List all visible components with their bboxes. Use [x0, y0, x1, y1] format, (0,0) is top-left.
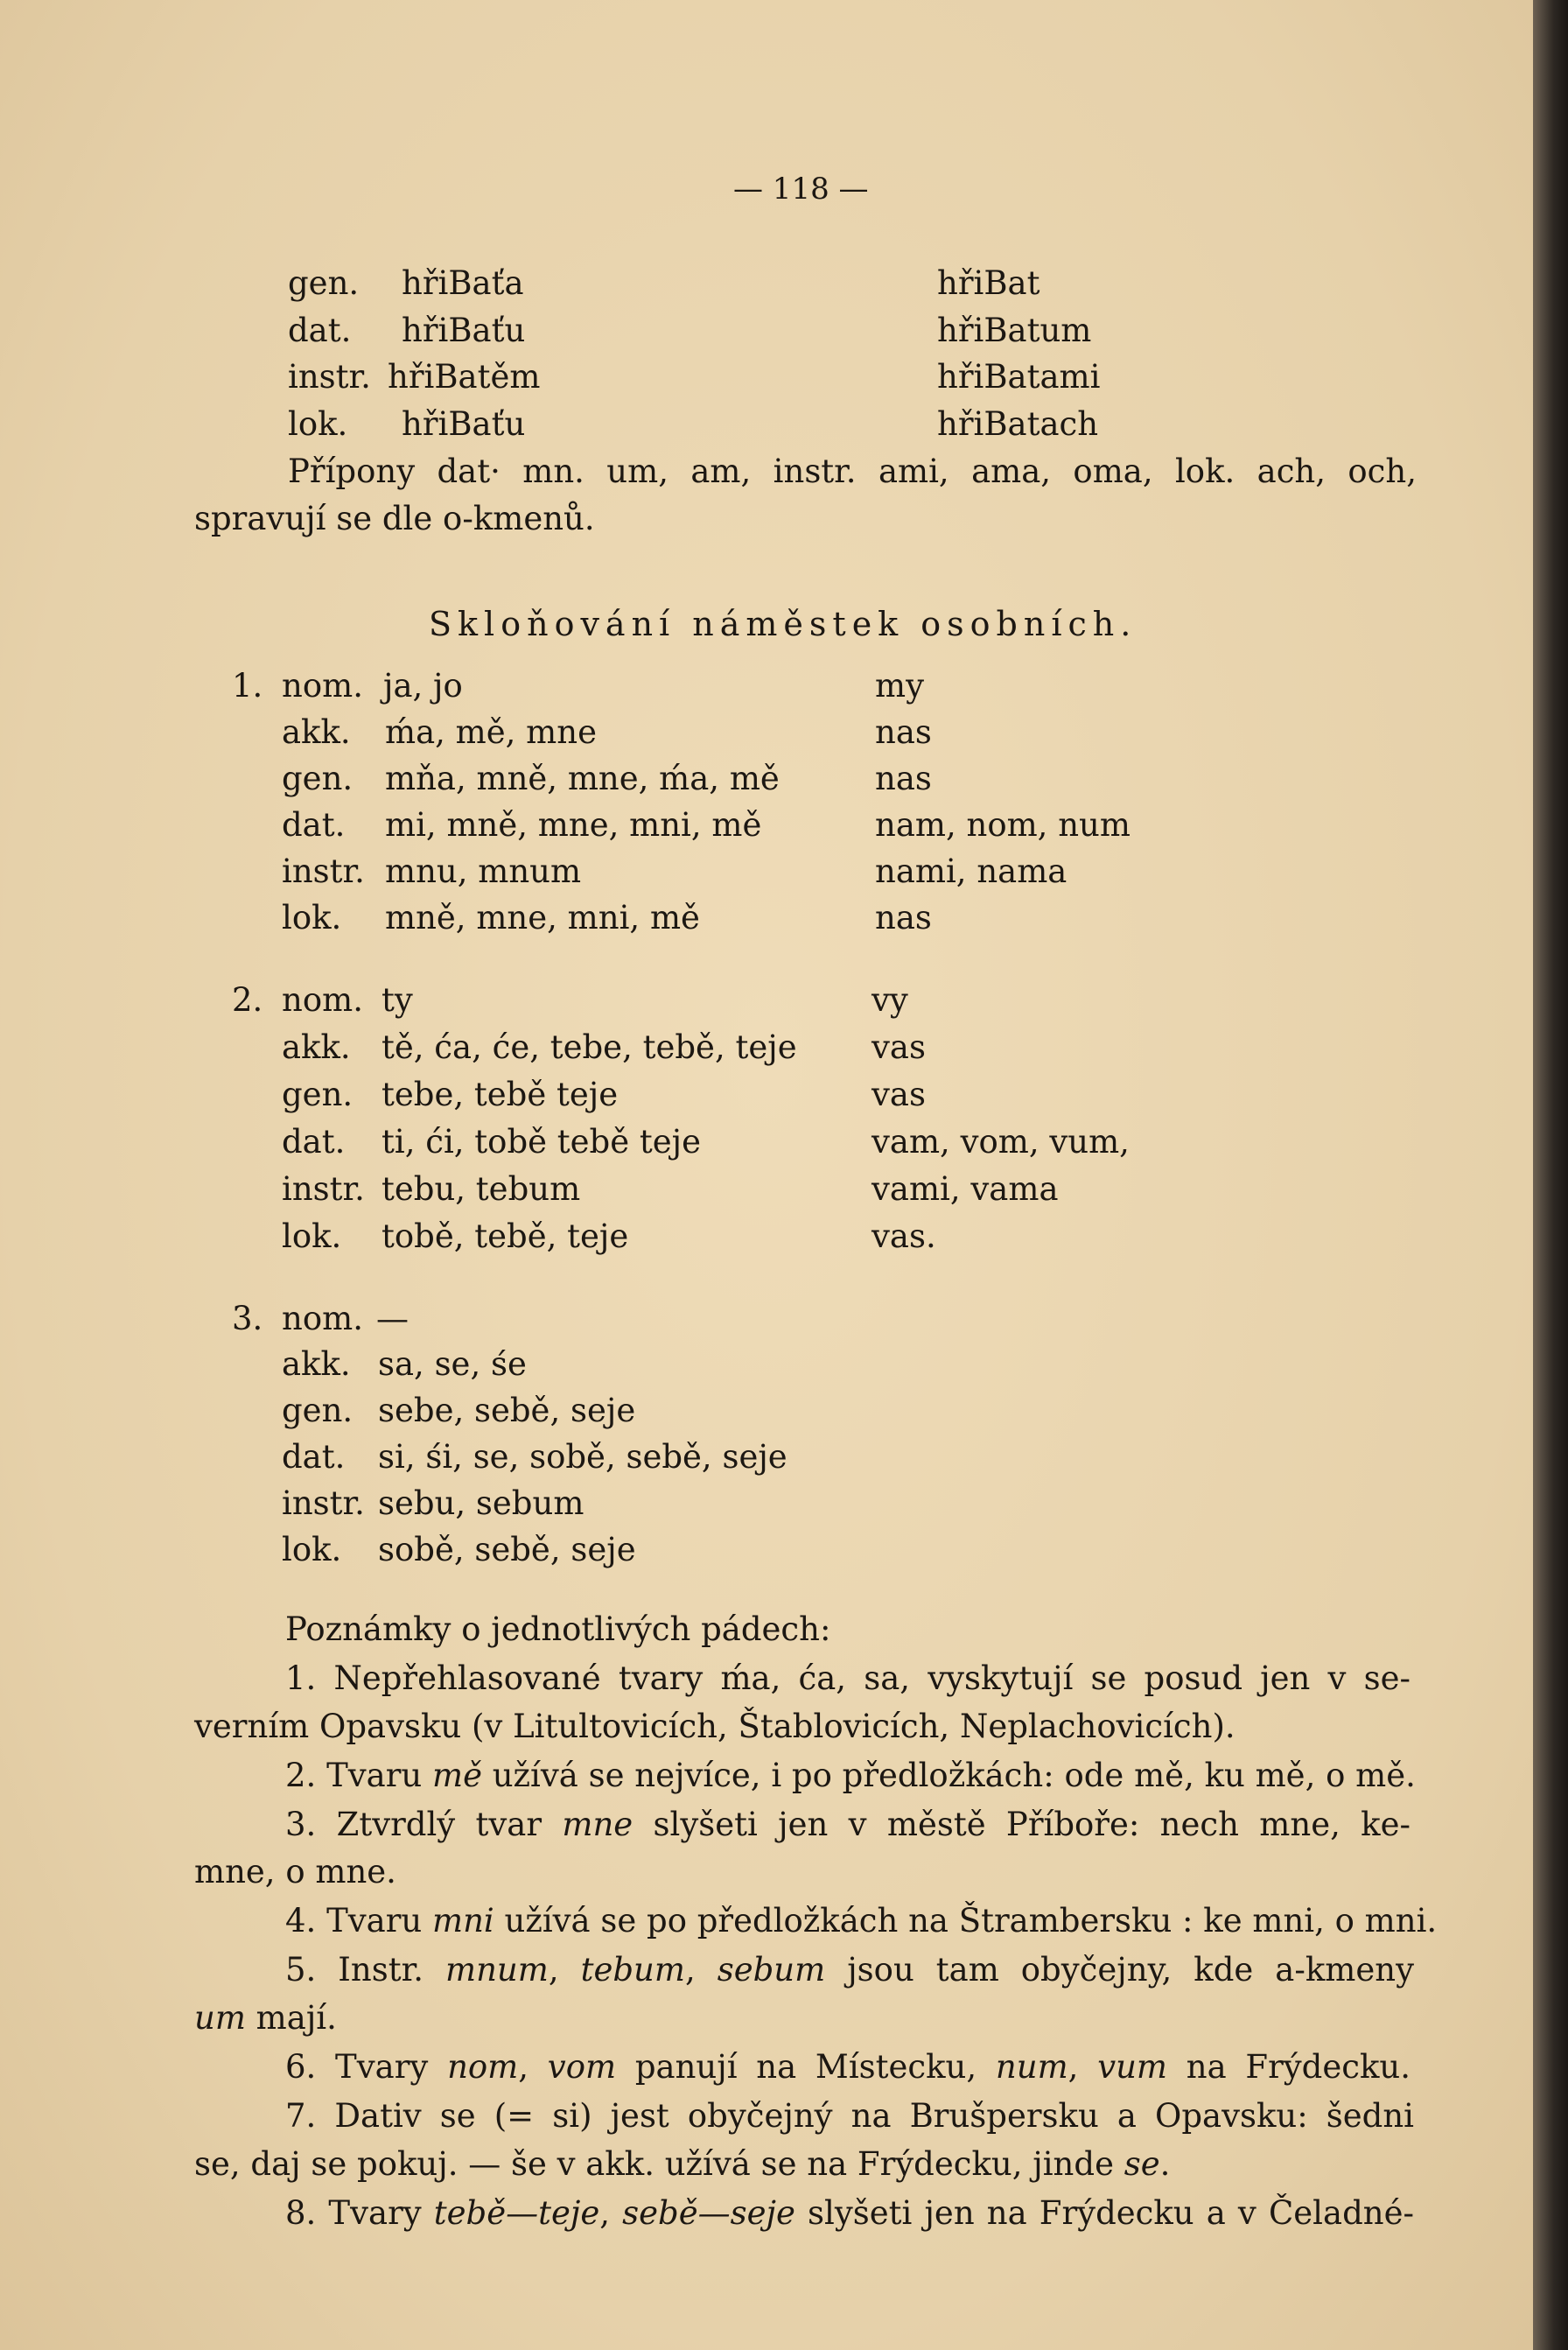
singular-form: mně, mne, mni, mě — [385, 899, 700, 936]
note-5-cont: um mají. — [194, 1999, 337, 2037]
case-label: lok. — [282, 1217, 342, 1255]
singular-form: mňa, mně, mne, ḿa, mě — [385, 760, 780, 797]
case-label: dat. — [288, 312, 352, 349]
note-7-cont: se, daj se pokuj. — še v akk. užívá se na Frýdecku, jinde se. — [194, 2145, 1171, 2183]
case-label: lok. — [282, 1531, 342, 1568]
singular-form: tě, ća, će, tebe, tebě, teje — [382, 1028, 797, 1066]
singular-form: mi, mně, mne, mni, mě — [385, 806, 762, 844]
case-label: akk. — [282, 1028, 351, 1066]
singular-form: sobě, sebě, seje — [378, 1531, 636, 1568]
case-label: dat. — [282, 1438, 346, 1476]
note-3: 3. Ztvrdlý tvar mne slyšeti jen v městě Příboře: nech mne, ke- — [285, 1806, 1410, 1843]
case-label: gen. — [288, 264, 360, 302]
singular-form: ja, jo — [383, 667, 463, 705]
case-label: akk. — [282, 1345, 351, 1383]
plural-form: nami, nama — [875, 852, 1068, 890]
singular-form: tebe, tebě teje — [382, 1076, 619, 1113]
singular-form: sa, se, śe — [378, 1345, 527, 1383]
plural-form: hřiBatum — [937, 312, 1092, 349]
case-label: instr. — [282, 852, 365, 890]
plural-form: vas. — [872, 1217, 936, 1255]
book-spine-edge — [1533, 0, 1568, 2350]
suffix-note-line1: Přípony dat· mn. um, am, instr. ami, ama, oma, lok. ach, och, — [288, 452, 1417, 490]
person-number: 3. — [232, 1300, 263, 1337]
note-4: 4. Tvaru mni užívá se po předložkách na Štrambersku : ke mni, o mni. — [285, 1902, 1438, 1940]
case-label: instr. — [282, 1484, 365, 1522]
case-label: nom. — [282, 1300, 363, 1337]
singular-form: hřiBaťu — [402, 405, 526, 443]
plural-form: vas — [872, 1028, 926, 1066]
plural-form: nam, nom, num — [875, 806, 1130, 844]
case-label: gen. — [282, 760, 354, 797]
note-7: 7. Dativ se (= si) jest obyčejný na Brušpersku a Opavsku: šedni — [285, 2097, 1414, 2135]
plural-form: nas — [875, 760, 932, 797]
singular-form: hřiBaťa — [402, 264, 524, 302]
plural-form: vy — [872, 981, 908, 1019]
page-number: — 118 — — [733, 172, 869, 207]
singular-form: mnu, mnum — [385, 852, 582, 890]
singular-form: sebe, sebě, seje — [378, 1392, 636, 1429]
section-heading: Skloňování náměstek osobních. — [429, 605, 1138, 643]
case-label: lok. — [288, 405, 348, 443]
plural-form: vami, vama — [872, 1170, 1059, 1208]
singular-form: tobě, tebě, teje — [382, 1217, 629, 1255]
singular-form: hřiBatěm — [388, 358, 541, 396]
plural-form: my — [875, 667, 924, 705]
plural-form: hřiBatach — [937, 405, 1099, 443]
singular-form: sebu, sebum — [378, 1484, 584, 1522]
plural-form: vam, vom, vum, — [872, 1123, 1130, 1161]
plural-form: hřiBat — [937, 264, 1040, 302]
singular-form: tebu, tebum — [382, 1170, 581, 1208]
singular-form: ty — [382, 981, 413, 1019]
case-label: akk. — [282, 713, 351, 751]
case-label: instr. — [282, 1170, 365, 1208]
case-label: dat. — [282, 1123, 346, 1161]
case-label: nom. — [282, 667, 363, 705]
note-5: 5. Instr. mnum, tebum, sebum jsou tam obyčejny, kde a-kmeny — [285, 1951, 1414, 1989]
note-3-cont: mne, o mne. — [194, 1853, 396, 1891]
plural-form: nas — [875, 713, 932, 751]
plural-form: vas — [872, 1076, 926, 1113]
suffix-note-line2: spravují se dle o-kmenů. — [194, 500, 595, 537]
case-label: nom. — [282, 981, 363, 1019]
note-8: 8. Tvary tebě—teje, sebě—seje slyšeti jen na Frýdecku a v Čeladné- — [285, 2194, 1414, 2232]
note-2: 2. Tvaru mě užívá se nejvíce, i po předložkách: ode mě, ku mě, o mě. — [285, 1757, 1416, 1794]
person-number: 2. — [232, 981, 263, 1019]
singular-form: hřiBaťu — [402, 312, 526, 349]
note-1: 1. Nepřehlasované tvary ḿa, ća, sa, vyskytují se posud jen v se- — [285, 1659, 1410, 1697]
note-6: 6. Tvary nom, vom panují na Místecku, num, vum na Frýdecku. — [285, 2048, 1410, 2086]
plural-form: hřiBatami — [937, 358, 1101, 396]
notes-heading: Poznámky o jednotlivých pádech: — [285, 1610, 831, 1648]
plural-form: nas — [875, 899, 932, 936]
singular-form: si, śi, se, sobě, sebě, seje — [378, 1438, 788, 1476]
case-label: dat. — [282, 806, 346, 844]
singular-form: ḿa, mě, mne — [385, 713, 597, 751]
singular-form: — — [376, 1300, 409, 1337]
case-label: gen. — [282, 1076, 354, 1113]
case-label: instr. — [288, 358, 371, 396]
note-1-cont: verním Opavsku (v Litultovicích, Štablovicích, Neplachovicích). — [194, 1708, 1236, 1745]
case-label: gen. — [282, 1392, 354, 1429]
singular-form: ti, ći, tobě tebě teje — [382, 1123, 702, 1161]
case-label: lok. — [282, 899, 342, 936]
person-number: 1. — [232, 667, 263, 705]
